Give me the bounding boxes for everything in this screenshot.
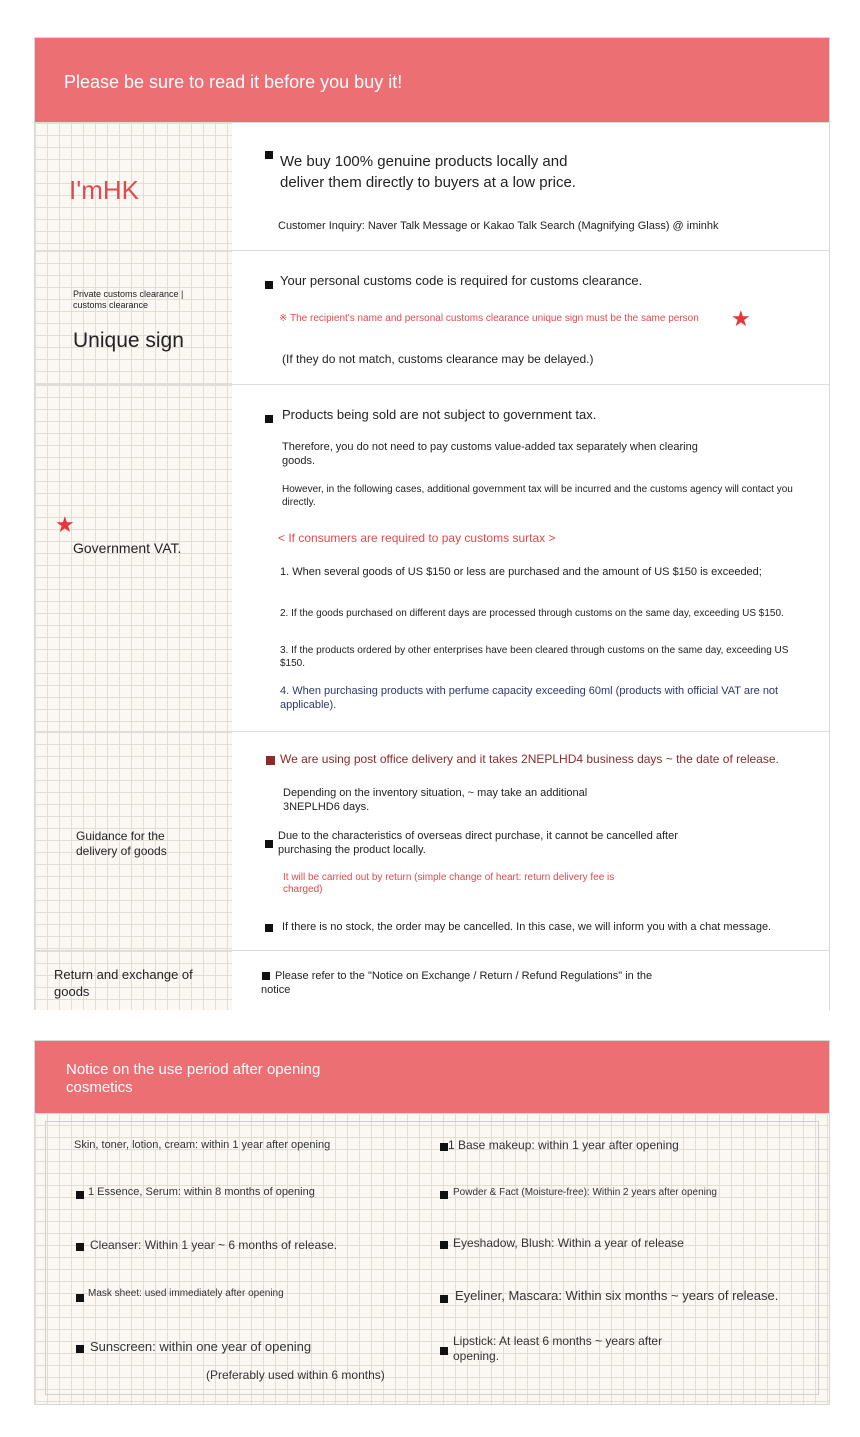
customs-code-cell: [35, 251, 232, 385]
list-item: 1 Essence, Serum: within 8 months of opening: [88, 1186, 315, 1198]
intro-line-1: We buy 100% genuine products locally and: [280, 153, 568, 170]
list-item: Lipstick: At least 6 months ~ years after opening.: [453, 1334, 663, 1363]
surtax-item-3: 3. If the products ordered by other enterprises have been cleared through customs on the same day, exceeding US $150.: [280, 645, 789, 669]
brand-logo: I'mHK: [69, 175, 139, 205]
brand-content: [232, 123, 829, 251]
vat-paragraph-2: However, in the following cases, additional government tax will be incurred and the customs agency will contact you directly.: [282, 484, 793, 508]
customs-code-row: [35, 250, 829, 385]
surtax-item-1: 1. When several goods of US $150 or less are purchased and the amount of US $150 is exceeded;: [280, 566, 762, 578]
surtax-heading: < If consumers are required to pay customs surtax >: [278, 531, 556, 545]
cosmetics-notice-banner: [35, 1041, 829, 1113]
list-item: Cleanser: Within 1 year ~ 6 months of release.: [90, 1238, 338, 1252]
list-item: Sunscreen: within one year of opening: [90, 1339, 312, 1354]
bullet-icon: [440, 1295, 448, 1303]
bullet-icon: [76, 1345, 84, 1353]
bullet-icon: [440, 1347, 448, 1355]
no-cancel-note: Due to the characteristics of overseas direct purchase, it cannot be cancelled after purchasing the product locally.: [278, 830, 678, 856]
star-icon: ★: [731, 306, 751, 331]
cosmetics-banner-title: Notice on the use period after opening cosmetics: [66, 1061, 321, 1096]
no-gov-tax: Products being sold are not subject to government tax.: [282, 407, 597, 422]
bullet-icon: [265, 840, 273, 848]
unique-sign-title: Unique sign: [73, 329, 184, 352]
banner-title: Please be sure to read it before you buy it!: [64, 72, 403, 92]
delivery-title: Guidance for the delivery of goods: [76, 829, 167, 858]
vat-row: [35, 384, 829, 732]
vat-content: [232, 385, 829, 732]
return-content: [232, 951, 829, 1010]
list-item: Powder & Fact (Moisture-free): Within 2 years after opening: [453, 1187, 717, 1198]
purchase-notice-card: [34, 37, 830, 1010]
bullet-icon: [76, 1243, 84, 1251]
customs-small-label: Private customs clearance | customs clearance: [73, 289, 184, 310]
list-item: Eyeliner, Mascara: Within six months ~ years of release.: [455, 1288, 779, 1303]
intro-line-2: deliver them directly to buyers at a low price.: [280, 174, 576, 191]
surtax-item-2: 2. If the goods purchased on different days are processed through customs on the same day, exceeding US $150.: [280, 608, 784, 619]
bullet-icon: [440, 1143, 448, 1151]
vat-cell: [35, 385, 232, 732]
return-row: [35, 950, 829, 1010]
bullet-icon: [265, 281, 273, 289]
customs-code-required: Your personal customs code is required for customs clearance.: [280, 273, 643, 288]
bullet-icon: [76, 1191, 84, 1199]
purchase-notice-banner: [35, 38, 829, 122]
mismatch-note: (If they do not match, customs clearance may be delayed.): [282, 352, 594, 366]
list-item: Skin, toner, lotion, cream: within 1 year after opening: [74, 1139, 331, 1151]
cosmetics-notice-card: [34, 1040, 830, 1405]
return-fee-note: It will be carried out by return (simple change of heart: return delivery fee is charged): [283, 872, 615, 895]
bullet-icon: [265, 151, 273, 159]
customs-code-content: [232, 251, 829, 385]
no-stock-note: If there is no stock, the order may be cancelled. In this case, we will inform you with a chat message.: [282, 921, 772, 933]
post-office-delivery: We are using post office delivery and it takes 2NEPLHD4 business days ~ the date of release.: [280, 752, 779, 766]
list-item: Eyeshadow, Blush: Within a year of release: [453, 1236, 684, 1250]
customer-inquiry: Customer Inquiry: Naver Talk Message or Kakao Talk Search (Magnifying Glass) @ iminhk: [278, 220, 719, 232]
bullet-icon: [265, 924, 273, 932]
inventory-note: Depending on the inventory situation, ~ may take an additional 3NEPLHD6 days.: [283, 787, 588, 813]
bullet-icon: [265, 415, 273, 423]
vat-paragraph-1: Therefore, you do not need to pay customs value-added tax separately when clearing goods.: [282, 441, 698, 467]
return-title: Return and exchange of goods: [54, 967, 193, 999]
bullet-icon: [76, 1294, 84, 1302]
delivery-cell: [35, 732, 232, 951]
use-period-list: [45, 1121, 819, 1395]
bullet-icon: [440, 1241, 448, 1249]
list-item: 1 Base makeup: within 1 year after opening: [448, 1138, 679, 1152]
brand-row: [35, 122, 829, 251]
brand-cell: [35, 123, 232, 251]
star-icon: ★: [55, 512, 75, 537]
bullet-icon: [266, 756, 275, 765]
delivery-content: [232, 732, 829, 951]
sunscreen-note: (Preferably used within 6 months): [206, 1368, 385, 1382]
bullet-icon: [440, 1191, 448, 1199]
vat-title: Government VAT.: [73, 540, 182, 556]
list-item: Mask sheet: used immediately after opening: [88, 1288, 284, 1299]
delivery-row: [35, 731, 829, 951]
return-cell: [35, 951, 232, 1010]
surtax-item-4: 4. When purchasing products with perfume capacity exceeding 60ml (products with official VAT are not applicable).: [280, 685, 779, 711]
same-person-warning: ※ The recipient's name and personal customs clearance unique sign must be the same person: [279, 313, 699, 324]
refund-regulations-link[interactable]: Please refer to the "Notice on Exchange / Return / Refund Regulations" in the notice: [261, 970, 653, 996]
